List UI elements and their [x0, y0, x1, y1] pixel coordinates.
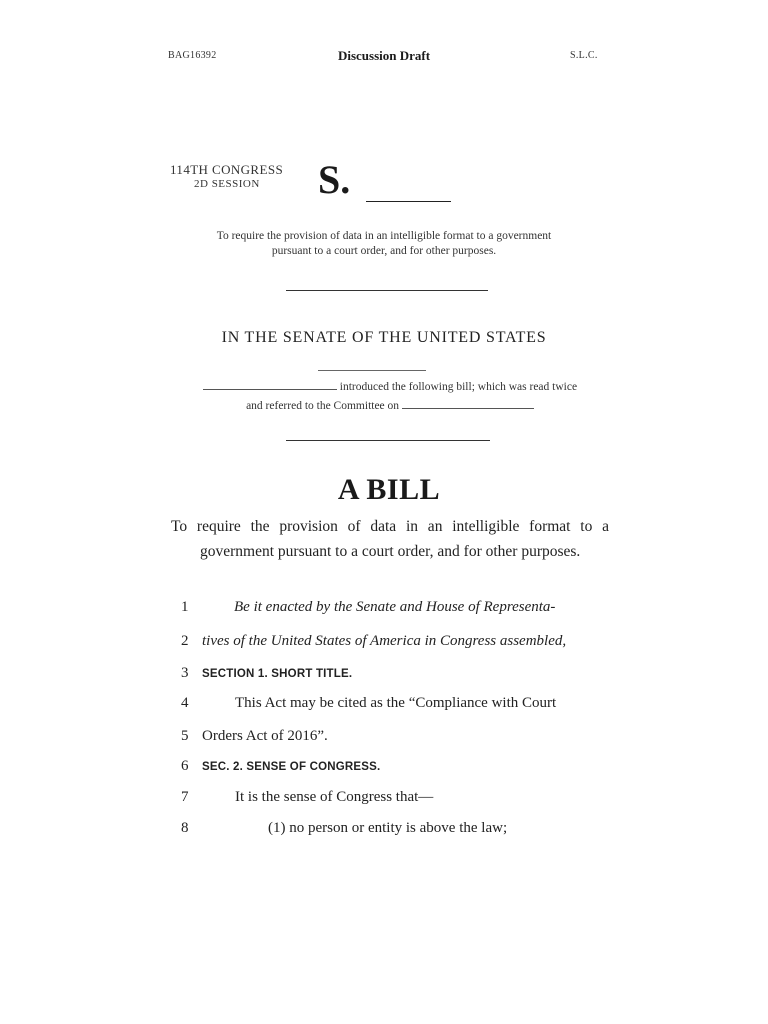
- enacting-clause-line-1: Be it enacted by the Senate and House of Representa-: [234, 599, 556, 615]
- line-number: 1: [181, 599, 189, 615]
- line-number: 2: [181, 633, 189, 649]
- divider-small: [318, 370, 426, 371]
- line-number: 8: [181, 820, 189, 836]
- bill-number: S.: [318, 157, 351, 202]
- section-2-heading: SEC. 2. SENSE OF CONGRESS.: [202, 761, 381, 773]
- bill-heading: A BILL: [337, 473, 441, 506]
- long-title-text: To require the provision of data in an intelligible format to a government pursuant to a court order, and for other purposes.: [171, 518, 609, 560]
- document-id: BAG16392: [168, 50, 217, 61]
- line-number: 3: [181, 665, 189, 681]
- line-number: 6: [181, 758, 189, 774]
- sense-of-congress-item-1: (1) no person or entity is above the law;: [268, 820, 508, 836]
- committee-blank: [402, 398, 534, 409]
- introduced-text-1: introduced the following bill; which was read twice: [339, 381, 578, 393]
- short-title-clause-line-2: Orders Act of 2016”.: [202, 728, 328, 744]
- divider-bottom: [286, 440, 490, 441]
- short-title: [150, 229, 618, 259]
- divider-top: [286, 290, 488, 291]
- short-title-clause-line-1: This Act may be cited as the “Compliance with Court: [235, 695, 557, 711]
- short-title-line-1: To require the provision of data in an intelligible format to a government: [216, 230, 552, 242]
- introduced-text-2: and referred to the Committee on: [246, 400, 400, 412]
- line-number: 5: [181, 728, 189, 744]
- slc-label: S.L.C.: [570, 50, 598, 61]
- short-title-line-2: pursuant to a court order, and for other purposes.: [271, 245, 497, 257]
- section-1-heading: SECTION 1. SHORT TITLE.: [202, 668, 353, 680]
- bill-number-blank: [366, 201, 451, 202]
- line-number: 7: [181, 789, 189, 805]
- introduction-text: [180, 378, 600, 416]
- sense-of-congress-intro: It is the sense of Congress that—: [235, 789, 434, 805]
- senate-heading: IN THE SENATE OF THE UNITED STATES: [221, 329, 547, 346]
- session-label: 2D SESSION: [194, 178, 260, 190]
- sponsor-blank: [203, 379, 337, 390]
- line-number: 4: [181, 695, 189, 711]
- enacting-clause-line-2: tives of the United States of America in Congress assembled,: [202, 633, 567, 649]
- draft-label: Discussion Draft: [337, 48, 431, 63]
- long-title: [171, 515, 609, 564]
- congress-label: 114TH CONGRESS: [170, 162, 284, 177]
